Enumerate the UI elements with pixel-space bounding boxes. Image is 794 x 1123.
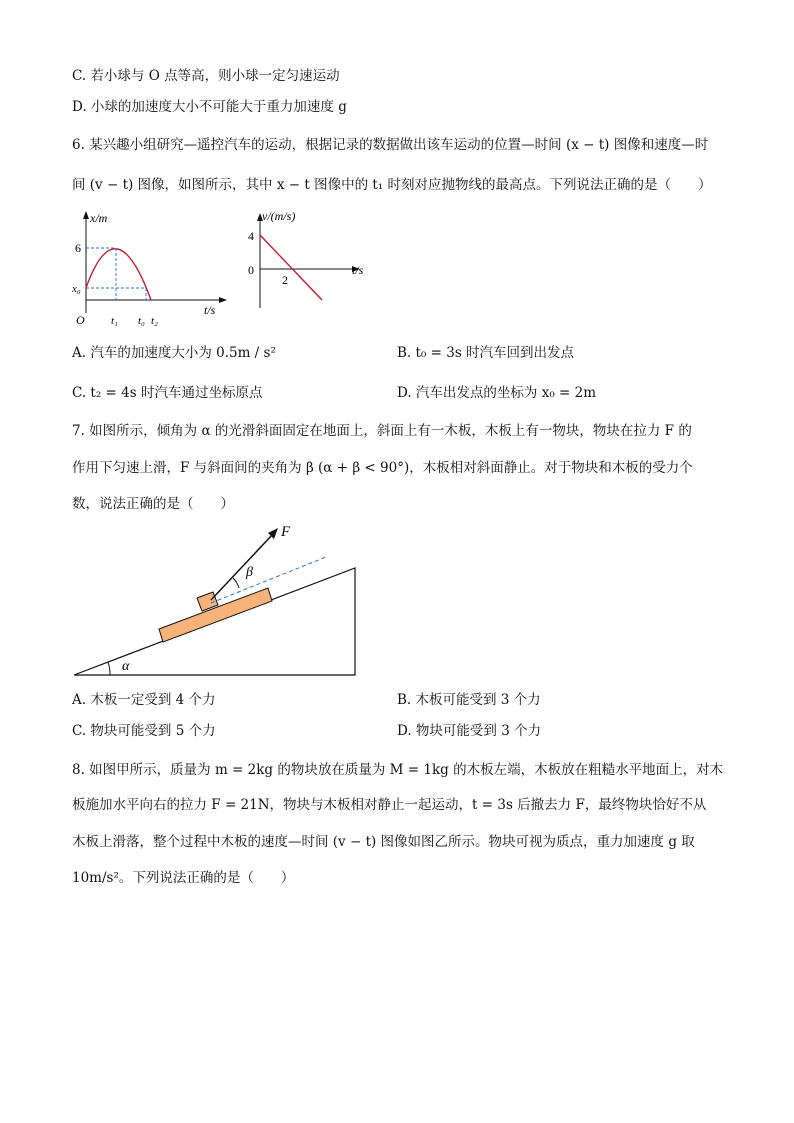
xt-y-tick-6: 6	[75, 241, 81, 255]
q6-option-d: D. 汽车出发点的坐标为 x₀ = 2m	[397, 385, 597, 401]
q7-option-b: B. 木板可能受到 3 个力	[397, 692, 541, 708]
q5-option-d: D. 小球的加速度大小不可能大于重力加速度 g	[72, 99, 347, 115]
q7-stem-line-1: 7. 如图所示，倾角为 α 的光滑斜面固定在地面上，斜面上有一木板，木板上有一物块，物块在拉力 F 的	[72, 423, 692, 439]
q6-stem-line-1: 6. 某兴趣小组研究—遥控汽车的运动，根据记录的数据做出该车运动的位置—时间 (x − t) 图像和速度—时	[72, 137, 709, 153]
q7-stem-line-2: 作用下匀速上滑，F 与斜面间的夹角为 β (α + β < 90°)，木板相对斜面静止。对于物块和木板的受力个	[72, 460, 693, 476]
vt-y-tick-4: 4	[248, 229, 254, 243]
xt-x0-label: x₀	[72, 283, 81, 295]
q8-stem-line-1: 8. 如图甲所示，质量为 m = 2kg 的物块放在质量为 M = 1kg 的木板左端，木板放在粗糙水平地面上，对木	[72, 762, 724, 778]
q7-stem-line-3: 数，说法正确的是（ ）	[72, 496, 234, 512]
q8-stem-line-3: 木板上滑落，整个过程中木板的速度—时间 (v − t) 图像如图乙所示。物块可视为质点，重力加速度 g 取	[72, 834, 695, 850]
xt-t1: t₁	[111, 315, 118, 327]
q8-stem-line-2: 板施加水平向右的拉力 F = 21N，物块与木板相对静止一起运动，t = 3s 后撤去力 F，最终物块恰好不从	[72, 797, 707, 813]
alpha-label: α	[122, 659, 130, 674]
q8-stem-line-4: 10m/s²。下列说法正确的是（ ）	[72, 870, 295, 886]
q5-option-c: C. 若小球与 O 点等高，则小球一定匀速运动	[72, 68, 340, 84]
vt-x-tick-2: 2	[282, 273, 288, 287]
vt-ylabel: v/(m/s)	[262, 209, 296, 223]
xt-origin: O	[76, 313, 85, 327]
xt-xlabel: t/s	[204, 303, 216, 317]
vt-xlabel: t/s	[352, 263, 364, 277]
beta-label: β	[246, 565, 253, 580]
q6-vt-graph	[242, 208, 382, 318]
q6-option-c: C. t₂ = 4s 时汽车通过坐标原点	[72, 385, 263, 401]
xt-t0: t₀	[138, 315, 145, 327]
q6-xt-graph	[72, 208, 232, 328]
q6-option-a: A. 汽车的加速度大小为 0.5m / s²	[72, 345, 276, 361]
xt-t2: t₂	[151, 315, 158, 327]
q7-incline-figure	[68, 518, 368, 678]
q6-option-b: B. t₀ = 3s 时汽车回到出发点	[397, 345, 575, 361]
force-label: F	[281, 524, 291, 540]
q6-stem-line-2: 间 (v − t) 图像，如图所示，其中 x − t 图像中的 t₁ 时刻对应抛物线的最高点。下列说法正确的是（ ）	[72, 177, 712, 193]
xt-ylabel: x/m	[90, 211, 108, 225]
q7-option-d: D. 物块可能受到 3 个力	[397, 723, 542, 739]
q7-option-c: C. 物块可能受到 5 个力	[72, 723, 216, 739]
vt-zero: 0	[248, 263, 254, 277]
q7-option-a: A. 木板一定受到 4 个力	[72, 692, 216, 708]
